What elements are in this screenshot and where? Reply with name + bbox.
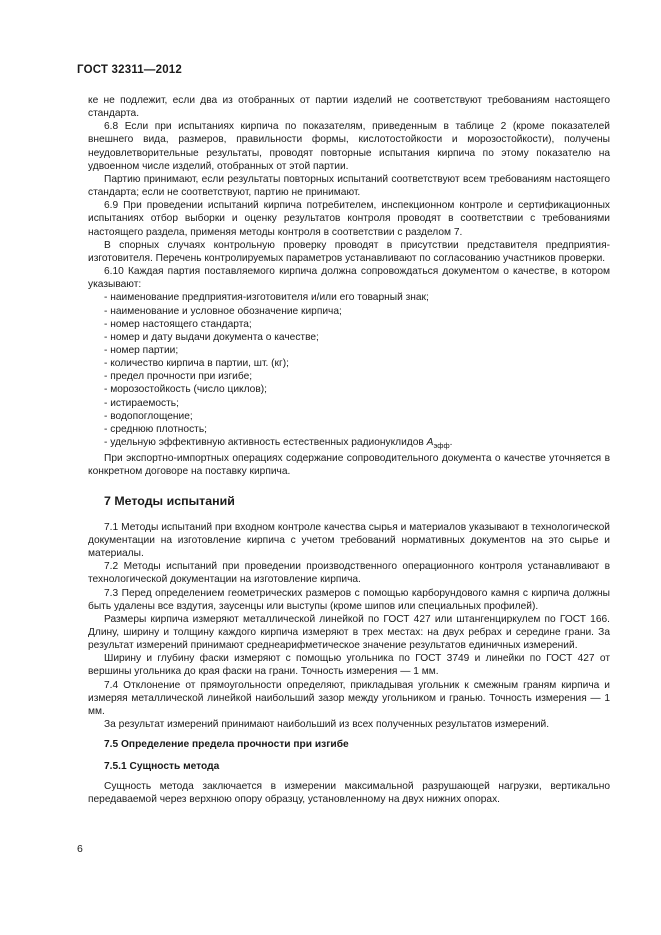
list-item-radionuclides: - удельную эффективную активность естественных радионуклидов $A_{эфф}$. xyxy=(104,437,453,451)
subsection-heading: 7.5 Определение предела прочности при изгибе xyxy=(104,739,349,751)
list-item: - предел прочности при изгибе; xyxy=(104,371,253,383)
list-item: - номер настоящего стандарта; xyxy=(104,318,252,330)
list-item: - номер и дату выдачи документа о качестве; xyxy=(104,331,319,343)
list-item: - водопоглощение; xyxy=(104,410,193,422)
paragraph: 7.4 Отклонение от прямоугольности определяют, прикладывая угольник к смежным граням кирпича и измеряя металлической линейкой наибольший зазор между угольником и гранью. Точность измерения — 1 мм. xyxy=(88,679,610,717)
paragraph: 6.10 Каждая партия поставляемого кирпича должна сопровождаться документом о качестве, в котором указывают: xyxy=(88,266,610,291)
paragraph: За результат измерений принимают наибольший из всех полученных результатов измерений. xyxy=(104,719,550,731)
paragraph: При экспортно-импортных операциях содержание сопроводительного документа о качестве уточняется в конкретном договоре на поставку кирпича. xyxy=(88,453,610,478)
list-item: - морозостойкость (число циклов); xyxy=(104,384,267,396)
list-item: - наименование предприятия-изготовителя и/или его товарный знак; xyxy=(104,292,429,304)
section-heading: 7 Методы испытаний xyxy=(104,493,235,508)
paragraph: 7.3 Перед определением геометрических размеров с помощью карборундового камня с кирпича должны быть удалены все вздутия, заусенцы или выступы (кроме шипов или специальных профилей). xyxy=(88,587,610,612)
paragraph: Размеры кирпича измеряют металлической линейкой по ГОСТ 427 или штангенциркулем по ГОСТ 166. Длину, ширину и толщину каждого кирпича измеряют в трех местах: на двух ребрах и середине грани. За результат измерений принимают среднеарифметическое значение результатов единичных измерений. xyxy=(88,613,610,652)
activity-symbol: A xyxy=(426,437,434,449)
quality-document-list xyxy=(88,291,610,452)
list-item: - истираемость; xyxy=(104,397,179,409)
document-header: ГОСТ 32311—2012 xyxy=(77,64,182,76)
list-item: - среднюю плотность; xyxy=(104,423,207,435)
page-number: 6 xyxy=(77,843,83,855)
list-item: - номер партии; xyxy=(104,344,179,356)
paragraph: В спорных случаях контрольную проверку проводят в присутствии представителя предприятия-изготовителя. Перечень контролируемых параметров устанавливают по согласованию участников проверки. xyxy=(88,239,610,264)
paragraph: 7.2 Методы испытаний при проведении производственного операционного контроля устанавливают в технологической документации на изготовление кирпича. xyxy=(88,561,610,586)
paragraph: Партию принимают, если результаты повторных испытаний соответствуют всем требованиям настоящего стандарта; если не соответствуют, партию не принимают. xyxy=(88,173,610,199)
paragraph: Ширину и глубину фаски измеряют с помощью угольника по ГОСТ 3749 и линейки по ГОСТ 427 от вершины угольника до края фаски на грани. Точность измерения — 1 мм. xyxy=(88,653,610,678)
page-content xyxy=(88,94,610,806)
subsection-heading: 7.5.1 Сущность метода xyxy=(104,761,220,773)
paragraph: ке не подлежит, если два из отобранных от партии изделий не соответствуют требованиям настоящего стандарта. xyxy=(88,95,610,120)
paragraph: 6.8 Если при испытаниях кирпича по показателям, приведенным в таблице 2 (кроме показателей внешнего вида, размеров, правильности формы, кислотостойкости и морозостойкости), получены неудовлетворительные результаты, проводят повторные испытания кирпича по этому показателю на удвоенном числе изделий, отобранных от этой партии. xyxy=(88,121,610,172)
paragraph: 6.9 При проведении испытаний кирпича потребителем, инспекционном контроле и сертификационных испытаниях отбор выборки и оценку результатов контроля проводят в соответствии с требованиями настоящего раздела, применяя методы контроля в соответствии с разделом 7. xyxy=(88,200,610,238)
paragraph: 7.1 Методы испытаний при входном контроле качества сырья и материалов указывают в технологической документации на изготовление кирпича с учетом требований нормативных документов на это сырье и материалы. xyxy=(88,521,610,560)
list-item: - количество кирпича в партии, шт. (кг); xyxy=(104,358,289,370)
list-item: - наименование и условное обозначение кирпича; xyxy=(104,305,342,317)
paragraph: Сущность метода заключается в измерении максимальной разрушающей нагрузки, вертикально передаваемой через верхнюю опору образцу, установленному на двух нижних опорах. xyxy=(88,780,610,805)
activity-subscript: эфф xyxy=(433,441,450,451)
